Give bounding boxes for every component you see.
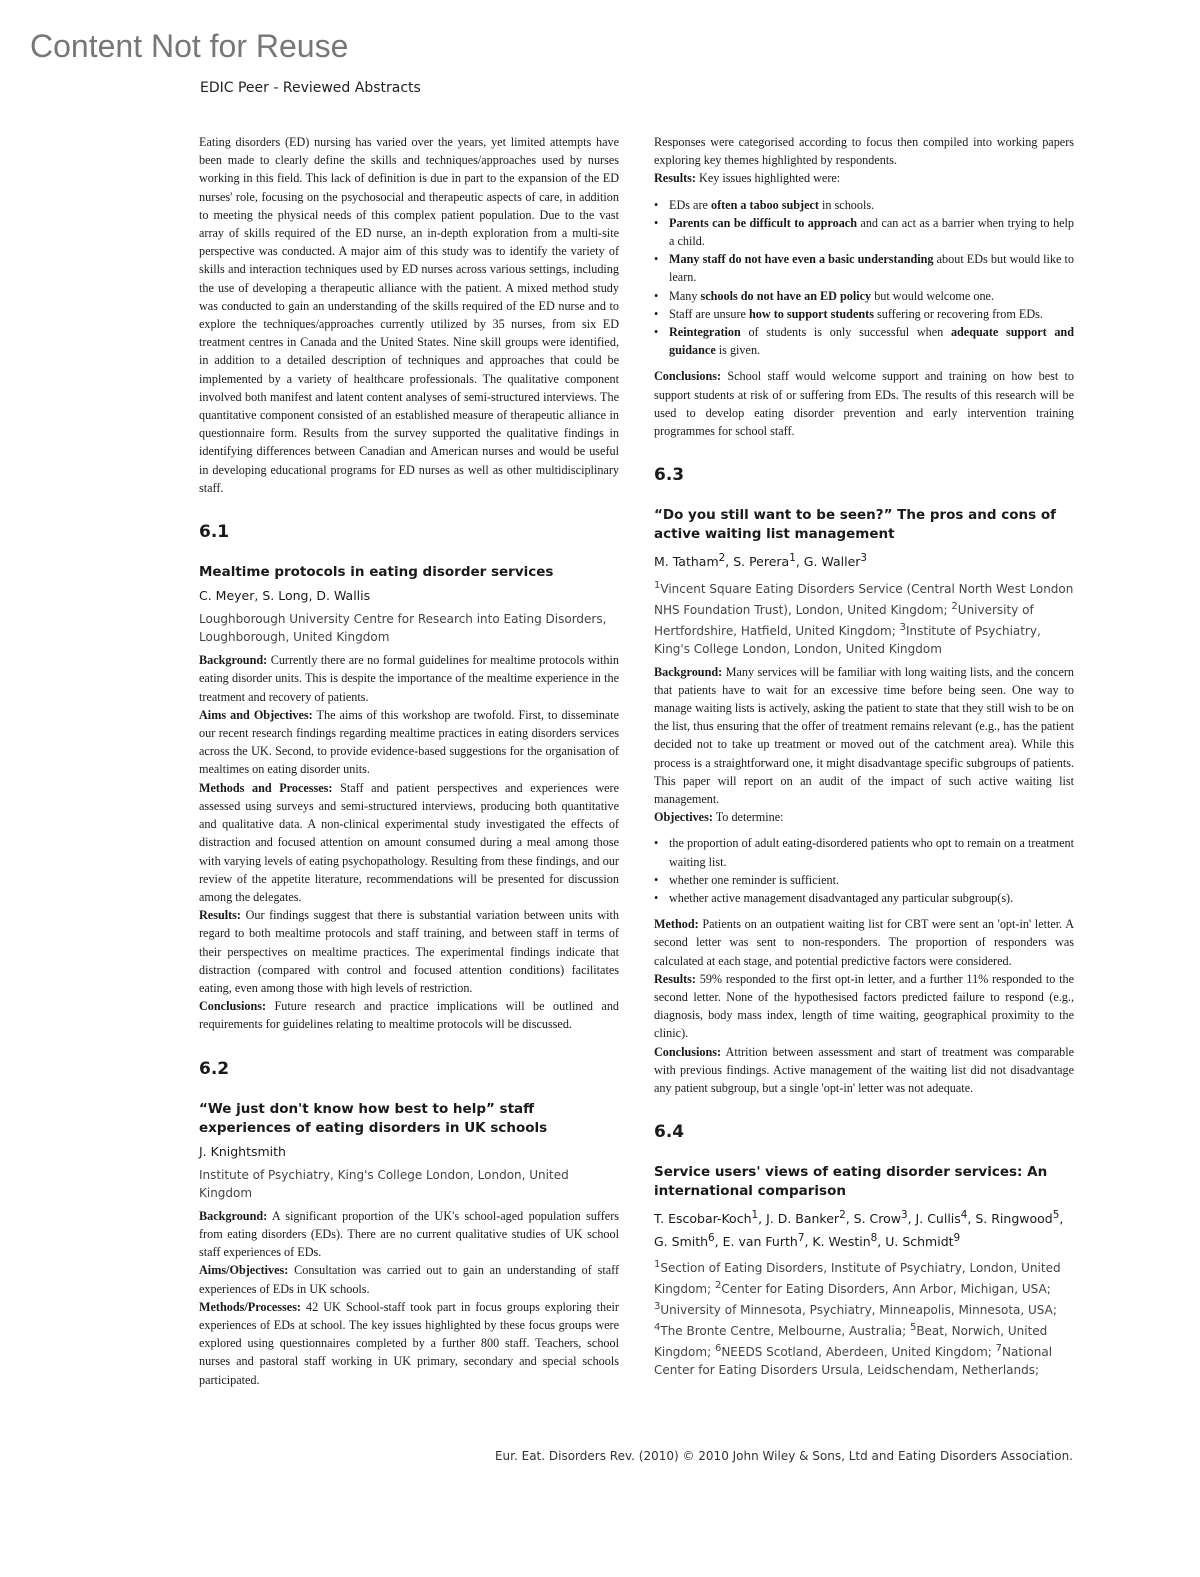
left-column (199, 133, 619, 1389)
list-item: • the proportion of adult eating-disordered patients who opt to remain on a treatment waiting list. (654, 834, 1074, 870)
section-6-3-title: “Do you still want to be seen?” The pros and cons of active waiting list management (654, 507, 1057, 543)
section-6-1-background: Background: Currently there are no formal guidelines for mealtime protocols within eating disorder units. This is despite the importance of the mealtime experience in the treatment and recovery of patients. (199, 653, 620, 704)
section-6-3-affiliation: $^1$Vincent Square Eating Disorders Service (Central North West London NHS Foundation Trust), London, United Kingdom; $^2$University of Hertfordshire, Hatfield, United Kingdom; $^3$Institute of Psychiatry, King's College London, London, United Kingdom (654, 579, 1074, 656)
section-6-2-authors: J. Knightsmith (199, 1143, 286, 1159)
section-6-3-conclusions: Conclusions: Attrition between assessment and start of treatment was comparable with previous findings. Active management of the waiting list did not disadvantage any patient subgroup, but a single 'opt-in' letter was not adequate. (654, 1044, 1075, 1096)
section-6-1-results: Results: Our findings suggest that there is substantial variation between units with regard to both mealtime protocols and staff training, and between staff in terms of their perspectives on mealtime practices. The experimental findings indicate that distraction (compared with control and focused attention conditions) facilitates eating, even among those with high levels of restriction. (199, 908, 619, 995)
list-item: • whether one reminder is sufficient. (654, 871, 1074, 889)
section-6-3-background: Background: Many services will be familiar with long waiting lists, and the concern that patients have to wait for an excessive time before being seen. One way to manage waiting lists is actively, asking the patient to state that they still wish to be on the list, thus ensuring that the offer of treatment remains relevant (e.g., has the patient decided not to take up treatment or moved out of the catchment area). While this process is a straightforward one, it might disadvantage specific subgroups of patients. This paper will report on an audit of the impact of such active waiting list management. (654, 664, 1075, 807)
list-item: • whether active management disadvantaged any particular subgroup(s). (654, 889, 1074, 907)
watermark: Content Not for Reuse (30, 28, 349, 64)
section-6-2-number: 6.2 (199, 1058, 230, 1079)
section-6-3-objectives: Objectives: To determine: (654, 810, 784, 825)
section-6-2-bullet-list (654, 196, 1074, 360)
section-6-1-aims: Aims and Objectives: The aims of this workshop are twofold. First, to disseminate our recent research findings regarding mealtime practices in eating disorders services across the UK. Second, to provide evidence-based suggestions for the organisation of mealtimes on eating disorder units. (199, 707, 619, 777)
list-item: • EDs are often a taboo subject in schools. (654, 196, 1074, 214)
section-6-3-method: Method: Patients on an outpatient waiting list for CBT were sent an 'opt-in' letter. A second letter was sent to non-responders. The proportion of responders was calculated at each stage, and potential predictive factors were considered. (654, 917, 1075, 968)
section-6-2-conclusions: Conclusions: School staff would welcome support and training on how best to support students at risk of or suffering from EDs. The results of this research will be used to develop eating disorder prevention and early intervention training programmes for school staff. (654, 369, 1075, 439)
section-6-3-number: 6.3 (654, 465, 685, 486)
section-6-1-authors: C. Meyer, S. Long, D. Wallis (199, 588, 371, 604)
section-6-3-bullet-list (654, 834, 1074, 907)
list-item: • Many staff do not have even a basic understanding about EDs but would like to learn. (654, 250, 1074, 286)
section-6-3-results: Results: 59% responded to the first opt-in letter, and a further 11% responded to the second letter. None of the hypothesised factors predicted failure to respond (e.g., diagnosis, body mass index, length of time waiting, geographical proximity to the clinic). (654, 971, 1074, 1041)
right-column (654, 133, 1074, 1379)
section-6-1-methods: Methods and Processes: Staff and patient perspectives and experiences were assessed using surveys and semi-structured interviews, producing both quantitative and qualitative data. A non-clinical experimental study investigated the effects of distraction and focused attention on amount consumed during a meal among those with varying levels of eating psychopathology. Resulting from these findings, and our review of the appetite literature, recommendations will be presented for discussion among the delegates. (199, 780, 619, 904)
list-item: • Many schools do not have an ED policy but would welcome one. (654, 287, 1074, 305)
list-item: • Staff are unsure how to support students suffering or recovering from EDs. (654, 305, 1074, 323)
list-item: • Parents can be difficult to approach and can act as a barrier when trying to help a child. (654, 214, 1074, 250)
section-6-2-methods2: Responses were categorised according to focus then compiled into working papers exploring key themes highlighted by respondents. (654, 135, 1074, 168)
section-6-4-authors: T. Escobar-Koch$^1$, J. D. Banker$^2$, S. Crow$^3$, J. Cullis$^4$, S. Ringwood$^5$, G. Smith$^6$, E. van Furth$^7$, K. Westin$^8$, U. Schmidt$^9$ (654, 1209, 1064, 1249)
section-6-1-title: Mealtime protocols in eating disorder services (199, 564, 554, 581)
section-6-2-title: “We just don't know how best to help” staff experiences of eating disorders in UK schools (199, 1100, 548, 1136)
section-6-2-methods: Methods/Processes: 42 UK School-staff took part in focus groups exploring their experiences of EDs at school. The key issues highlighted by these focus groups were explored using questionnaires completed by a further 800 staff. Teachers, school nurses and pastoral staff working in UK primary, secondary and special schools participated. (199, 1299, 619, 1387)
section-6-1-conclusions: Conclusions: Future research and practice implications will be outlined and requirements for guidelines relating to mealtime protocols will be discussed. (199, 999, 620, 1032)
section-6-2-affiliation: Institute of Psychiatry, King's College London, London, United Kingdom (199, 1167, 569, 1200)
running-head: EDIC Peer - Reviewed Abstracts (200, 80, 421, 96)
section-6-1-number: 6.1 (199, 522, 230, 543)
section-6-3-authors: M. Tatham$^2$, S. Perera$^1$, G. Waller$^3$ (654, 552, 868, 570)
section-6-4-title: Service users' views of eating disorder services: An international comparison (654, 1164, 1048, 1200)
section-6-2-aims: Aims/Objectives: Consultation was carried out to gain an understanding of staff experiences of EDs in UK schools. (199, 1263, 620, 1296)
section-6-1-affiliation: Loughborough University Centre for Research into Eating Disorders, Loughborough, United Kingdom (199, 612, 607, 645)
section-6-4-number: 6.4 (654, 1122, 685, 1143)
section-6-4-affiliation: $^1$Section of Eating Disorders, Institute of Psychiatry, London, United Kingdom; $^2$Center for Eating Disorders, Ann Arbor, Michigan, USA; $^3$University of Minnesota, Psychiatry, Minneapolis, Minnesota, USA; $^4$The Bronte Centre, Melbourne, Australia; $^5$Beat, Norwich, United Kingdom; $^6$NEEDS Scotland, Aberdeen, United Kingdom; $^7$National Center for Eating Disorders Ursula, Leidschendam, Netherlands; (654, 1258, 1061, 1377)
list-item: • Reintegration of students is only successful when adequate support and guidance is given. (654, 323, 1074, 359)
section-6-2-results: Results: Key issues highlighted were: (654, 171, 841, 186)
section-6-2-background: Background: A significant proportion of the UK's school-aged population suffers from eating disorders (EDs). There are no current qualitative studies of UK school staff experiences of EDs. (199, 1208, 619, 1260)
intro-paragraph: Eating disorders (ED) nursing has varied over the years, yet limited attempts have been made to clearly define the skills and techniques/approaches used by nurses working in this field. This lack of definition is due in part to the expansion of the ED nurses' role, focusing on the psychosocial and therapeutic aspects of care, in addition to meeting the physical needs of this complex patient population. Due to the vast array of skills required of the ED nurse, an in-depth exploration from a multi-site perspective was conducted. A major aim of this study was to identify the variety of skills and interaction techniques used by ED nurses across various settings, including the use of developing a therapeutic alliance with the patient. A mixed method study was conducted to gain an understanding of the skills required of the ED nurse and to explore the techniques/approaches currently utilized by 35 nurses, from six ED treatment centres in Canada and the United States. Nine skill groups were identified, in addition to a detailed description of techniques and approaches that could be implemented by a variety of healthcare professionals. The qualitative component involved both manifest and latent content analyses of semi-structured interviews. The quantitative component consisted of an established measure of therapeutic alliance in questionnaire form. Results from the survey supported the qualitative findings in identifying differences between Canadian and American nurses and would be useful in developing educational programs for ED nurses as well as other multidisciplinary staff. (199, 135, 619, 495)
footer-citation: Eur. Eat. Disorders Rev. (2010) © 2010 John Wiley & Sons, Ltd and Eating Disorders Association. (494, 1449, 1073, 1463)
